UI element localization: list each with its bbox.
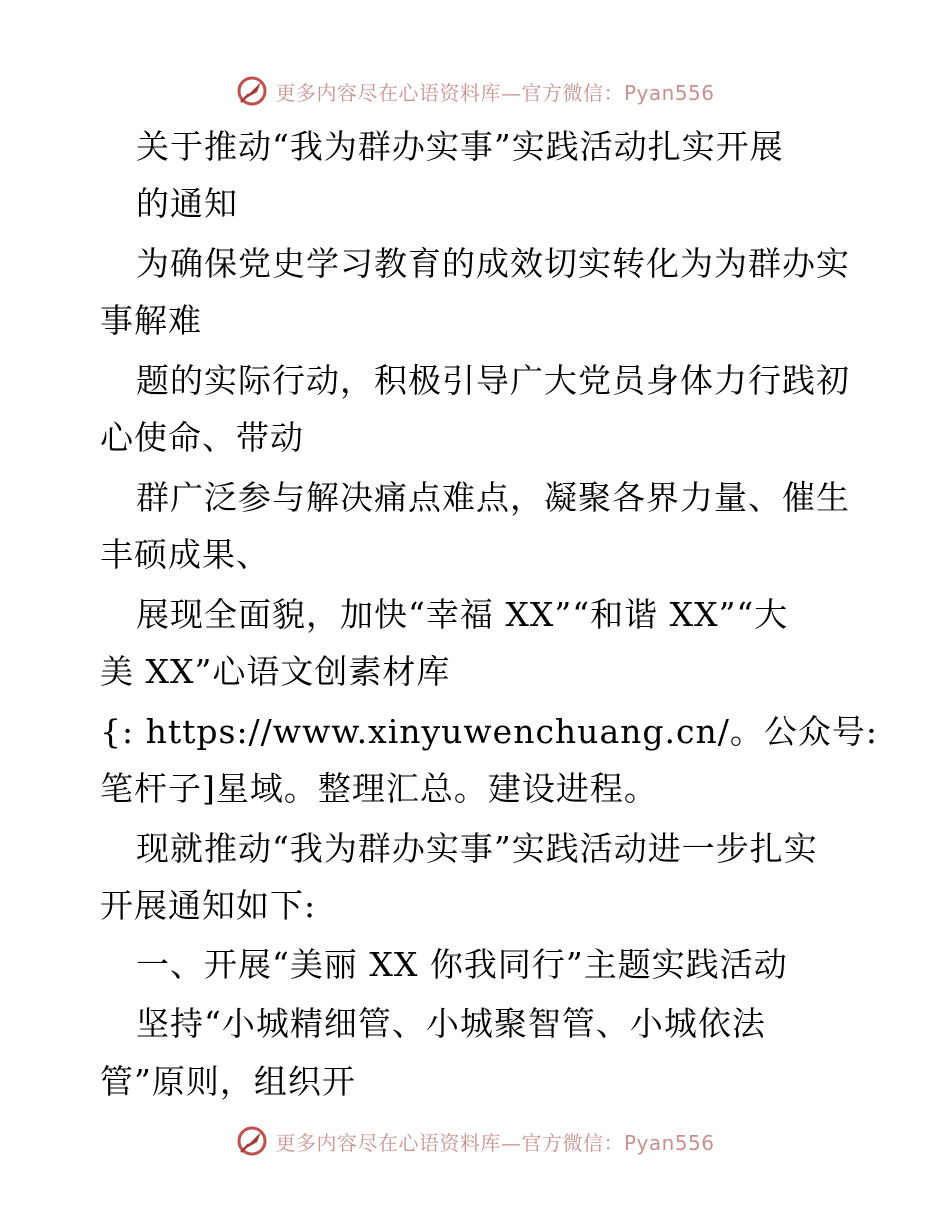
watermark-wechat-label: 官方微信：	[521, 1130, 624, 1155]
header-watermark	[0, 71, 950, 111]
paragraph-line: 展现全面貌，加快“幸福 XX”“和谐 XX”“大	[136, 595, 789, 634]
paragraph-line: 心使命、带动	[100, 418, 304, 457]
paragraph-line: 美 XX”心语文创素材库	[100, 652, 451, 691]
title-line-1: 关于推动“我为群办实事”实践活动扎实开展	[136, 127, 784, 166]
paragraph-line: 管”原则，组织开	[100, 1062, 356, 1101]
paragraph-line: 笔杆子]星域。整理汇总。建设进程。	[100, 769, 658, 808]
paragraph-line: 题的实际行动，积极引导广大党员身体力行践初	[136, 361, 850, 400]
paragraph-line: 群广泛参与解决痛点难点，凝聚各界力量、催生	[136, 478, 850, 517]
paragraph-line: 丰硕成果、	[100, 535, 270, 574]
paragraph-line: 现就推动“我为群办实事”实践活动进一步扎实	[136, 829, 818, 868]
paragraph-line: 为确保党史学习教育的成效切实转化为为群办实	[136, 244, 850, 283]
watermark-wechat-id: Pyan556	[623, 1130, 715, 1155]
footer-watermark	[0, 1121, 950, 1161]
paragraph-line: 开展通知如下:	[100, 886, 317, 925]
paragraph-line: 事解难	[100, 301, 202, 340]
paragraph-line: {: https://www.xinyuwenchuang.cn/。公众号:	[100, 712, 878, 751]
section-heading: 一、开展“美丽 XX 你我同行”主题实践活动	[136, 945, 788, 984]
watermark-dash: —	[500, 1130, 522, 1155]
watermark-text	[275, 1127, 714, 1156]
watermark-text	[275, 77, 714, 106]
watermark-site: 更多内容尽在心语资料库	[275, 80, 501, 105]
quill-logo-icon	[235, 1124, 269, 1158]
watermark-site: 更多内容尽在心语资料库	[275, 1130, 501, 1155]
watermark-wechat-label: 官方微信：	[521, 80, 624, 105]
quill-logo-icon	[235, 74, 269, 108]
title-line-2: 的通知	[136, 184, 238, 223]
watermark-dash: —	[500, 80, 522, 105]
paragraph-line: 坚持“小城精细管、小城聚智管、小城依法	[136, 1004, 766, 1043]
watermark-wechat-id: Pyan556	[623, 80, 715, 105]
